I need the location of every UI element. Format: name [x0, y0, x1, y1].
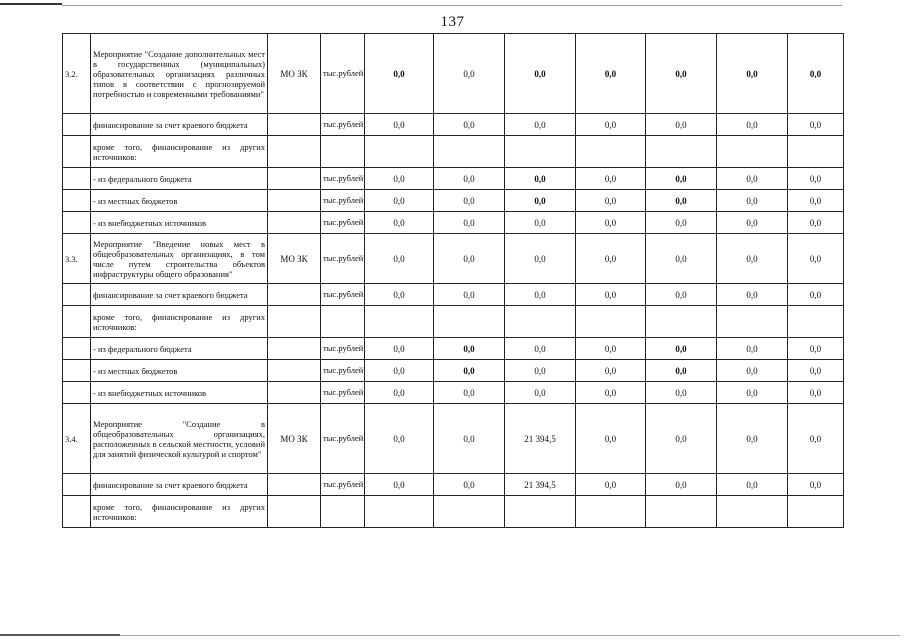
value-cell: 0,0	[646, 338, 717, 360]
value-cell	[788, 306, 844, 338]
row-name-cell: финансирование за счет краевого бюджета	[91, 114, 268, 136]
value-cell: 0,0	[646, 34, 717, 114]
budget-table	[62, 33, 844, 528]
value-cell: 0,0	[505, 338, 576, 360]
value-cell	[505, 136, 576, 168]
row-name-cell: - из местных бюджетов	[91, 360, 268, 382]
value-cell: 0,0	[788, 114, 844, 136]
row-number-cell: 3.2.	[63, 34, 91, 114]
value-cell	[646, 496, 717, 528]
table-row	[63, 338, 844, 360]
value-cell: 0,0	[365, 284, 434, 306]
value-cell: 0,0	[434, 190, 505, 212]
value-cell: 0,0	[788, 34, 844, 114]
row-number-cell: 3.4.	[63, 404, 91, 474]
value-cell: 0,0	[434, 404, 505, 474]
value-cell	[717, 306, 788, 338]
unit-cell: тыс.рублей	[321, 34, 365, 114]
executor-cell	[268, 114, 321, 136]
value-cell: 0,0	[646, 234, 717, 284]
value-cell: 0,0	[434, 474, 505, 496]
bottom-rule-dark	[0, 634, 120, 636]
value-cell	[576, 136, 646, 168]
value-cell	[434, 306, 505, 338]
value-cell: 0,0	[788, 234, 844, 284]
value-cell: 0,0	[576, 212, 646, 234]
row-number-cell	[63, 190, 91, 212]
unit-cell: тыс.рублей	[321, 190, 365, 212]
table-row	[63, 474, 844, 496]
value-cell: 0,0	[434, 234, 505, 284]
value-cell: 0,0	[365, 360, 434, 382]
value-cell: 0,0	[434, 382, 505, 404]
value-cell: 0,0	[365, 114, 434, 136]
value-cell: 0,0	[788, 168, 844, 190]
value-cell	[505, 496, 576, 528]
executor-cell	[268, 360, 321, 382]
value-cell	[434, 496, 505, 528]
value-cell	[576, 496, 646, 528]
unit-cell: тыс.рублей	[321, 114, 365, 136]
value-cell: 0,0	[434, 360, 505, 382]
value-cell: 21 394,5	[505, 404, 576, 474]
row-name-cell: - из внебюджетных источников	[91, 212, 268, 234]
budget-table-body	[63, 34, 844, 528]
unit-cell: тыс.рублей	[321, 382, 365, 404]
value-cell	[788, 496, 844, 528]
row-number-cell	[63, 114, 91, 136]
value-cell: 0,0	[646, 284, 717, 306]
table-row	[63, 34, 844, 114]
table-row	[63, 284, 844, 306]
value-cell: 0,0	[365, 404, 434, 474]
value-cell: 0,0	[646, 114, 717, 136]
executor-cell	[268, 382, 321, 404]
row-number-cell	[63, 168, 91, 190]
row-number-cell	[63, 136, 91, 168]
value-cell: 0,0	[717, 168, 788, 190]
row-name-cell: - из федерального бюджета	[91, 338, 268, 360]
value-cell	[505, 306, 576, 338]
value-cell: 0,0	[576, 190, 646, 212]
page-number: 137	[440, 14, 465, 30]
value-cell: 0,0	[434, 212, 505, 234]
row-name-cell: - из местных бюджетов	[91, 190, 268, 212]
value-cell: 0,0	[505, 212, 576, 234]
unit-cell: тыс.рублей	[321, 234, 365, 284]
table-row	[63, 404, 844, 474]
executor-cell	[268, 190, 321, 212]
value-cell: 0,0	[717, 234, 788, 284]
executor-cell	[268, 212, 321, 234]
top-rule-light	[62, 5, 842, 6]
row-name-cell: кроме того, финансирование из других источников:	[91, 306, 268, 338]
value-cell	[576, 306, 646, 338]
value-cell: 0,0	[576, 382, 646, 404]
value-cell: 0,0	[576, 284, 646, 306]
row-name-cell: кроме того, финансирование из других источников:	[91, 496, 268, 528]
table-row	[63, 234, 844, 284]
value-cell: 21 394,5	[505, 474, 576, 496]
unit-cell	[321, 496, 365, 528]
executor-cell	[268, 284, 321, 306]
value-cell: 0,0	[505, 190, 576, 212]
executor-cell: МО ЗК	[268, 234, 321, 284]
value-cell	[788, 136, 844, 168]
value-cell: 0,0	[365, 382, 434, 404]
unit-cell: тыс.рублей	[321, 404, 365, 474]
row-number-cell	[63, 212, 91, 234]
value-cell: 0,0	[717, 190, 788, 212]
value-cell: 0,0	[788, 284, 844, 306]
value-cell: 0,0	[717, 34, 788, 114]
value-cell: 0,0	[505, 284, 576, 306]
row-name-cell: - из федерального бюджета	[91, 168, 268, 190]
value-cell: 0,0	[717, 360, 788, 382]
row-number-cell: 3.3.	[63, 234, 91, 284]
unit-cell	[321, 306, 365, 338]
row-name-cell: кроме того, финансирование из других источников:	[91, 136, 268, 168]
value-cell: 0,0	[576, 168, 646, 190]
table-row	[63, 136, 844, 168]
value-cell: 0,0	[505, 382, 576, 404]
unit-cell: тыс.рублей	[321, 474, 365, 496]
value-cell: 0,0	[788, 360, 844, 382]
value-cell: 0,0	[576, 474, 646, 496]
table-row	[63, 168, 844, 190]
value-cell: 0,0	[434, 338, 505, 360]
value-cell: 0,0	[365, 212, 434, 234]
value-cell: 0,0	[576, 404, 646, 474]
value-cell: 0,0	[505, 168, 576, 190]
value-cell: 0,0	[576, 114, 646, 136]
value-cell: 0,0	[788, 382, 844, 404]
unit-cell: тыс.рублей	[321, 338, 365, 360]
value-cell: 0,0	[646, 404, 717, 474]
value-cell: 0,0	[717, 382, 788, 404]
value-cell: 0,0	[788, 404, 844, 474]
value-cell: 0,0	[365, 34, 434, 114]
value-cell: 0,0	[646, 382, 717, 404]
value-cell: 0,0	[646, 474, 717, 496]
value-cell	[717, 136, 788, 168]
table-row	[63, 496, 844, 528]
value-cell: 0,0	[576, 34, 646, 114]
value-cell	[365, 306, 434, 338]
executor-cell	[268, 306, 321, 338]
row-number-cell	[63, 382, 91, 404]
table-row	[63, 306, 844, 338]
row-number-cell	[63, 474, 91, 496]
value-cell: 0,0	[717, 474, 788, 496]
value-cell: 0,0	[434, 34, 505, 114]
executor-cell	[268, 136, 321, 168]
value-cell: 0,0	[505, 234, 576, 284]
row-name-cell: финансирование за счет краевого бюджета	[91, 284, 268, 306]
value-cell: 0,0	[505, 34, 576, 114]
value-cell: 0,0	[788, 474, 844, 496]
table-row	[63, 360, 844, 382]
unit-cell: тыс.рублей	[321, 212, 365, 234]
value-cell: 0,0	[646, 360, 717, 382]
value-cell: 0,0	[646, 212, 717, 234]
row-number-cell	[63, 284, 91, 306]
row-name-cell: Мероприятие "Введение новых мест в общеобразовательных организациях, в том числе путем строительства объектов инфраструктуры общего образования"	[91, 234, 268, 284]
value-cell	[717, 496, 788, 528]
executor-cell	[268, 338, 321, 360]
table-row	[63, 190, 844, 212]
value-cell: 0,0	[505, 114, 576, 136]
value-cell: 0,0	[365, 234, 434, 284]
executor-cell	[268, 496, 321, 528]
executor-cell: МО ЗК	[268, 404, 321, 474]
table-row	[63, 212, 844, 234]
value-cell: 0,0	[434, 168, 505, 190]
value-cell	[434, 136, 505, 168]
value-cell: 0,0	[717, 338, 788, 360]
row-name-cell: Мероприятие "Создание дополнительных мест в государственных (муниципальных) образовательных организациях различных типов в соответствии с прогнозируемой потребностью и современными требованиями"	[91, 34, 268, 114]
bottom-rule-light	[120, 635, 900, 636]
row-name-cell: Мероприятие "Создание в общеобразовательных организациях, расположенных в сельской местности, условий для занятий физической культурой и спортом"	[91, 404, 268, 474]
value-cell: 0,0	[646, 168, 717, 190]
value-cell: 0,0	[717, 212, 788, 234]
value-cell: 0,0	[365, 474, 434, 496]
value-cell	[365, 136, 434, 168]
executor-cell	[268, 474, 321, 496]
row-name-cell: финансирование за счет краевого бюджета	[91, 474, 268, 496]
value-cell: 0,0	[365, 338, 434, 360]
table-row	[63, 382, 844, 404]
row-number-cell	[63, 306, 91, 338]
value-cell: 0,0	[365, 168, 434, 190]
value-cell: 0,0	[365, 190, 434, 212]
row-number-cell	[63, 338, 91, 360]
row-name-cell: - из внебюджетных источников	[91, 382, 268, 404]
value-cell: 0,0	[576, 338, 646, 360]
row-number-cell	[63, 496, 91, 528]
value-cell: 0,0	[434, 114, 505, 136]
value-cell: 0,0	[505, 360, 576, 382]
table-row	[63, 114, 844, 136]
value-cell: 0,0	[646, 190, 717, 212]
executor-cell: МО ЗК	[268, 34, 321, 114]
value-cell: 0,0	[717, 114, 788, 136]
value-cell	[365, 496, 434, 528]
value-cell: 0,0	[576, 234, 646, 284]
value-cell: 0,0	[788, 338, 844, 360]
value-cell: 0,0	[717, 404, 788, 474]
value-cell	[646, 306, 717, 338]
unit-cell: тыс.рублей	[321, 168, 365, 190]
unit-cell: тыс.рублей	[321, 284, 365, 306]
top-rule-dark	[0, 3, 62, 5]
value-cell: 0,0	[788, 190, 844, 212]
value-cell: 0,0	[434, 284, 505, 306]
row-number-cell	[63, 360, 91, 382]
executor-cell	[268, 168, 321, 190]
unit-cell: тыс.рублей	[321, 360, 365, 382]
unit-cell	[321, 136, 365, 168]
value-cell: 0,0	[717, 284, 788, 306]
value-cell: 0,0	[788, 212, 844, 234]
value-cell	[646, 136, 717, 168]
value-cell: 0,0	[576, 360, 646, 382]
